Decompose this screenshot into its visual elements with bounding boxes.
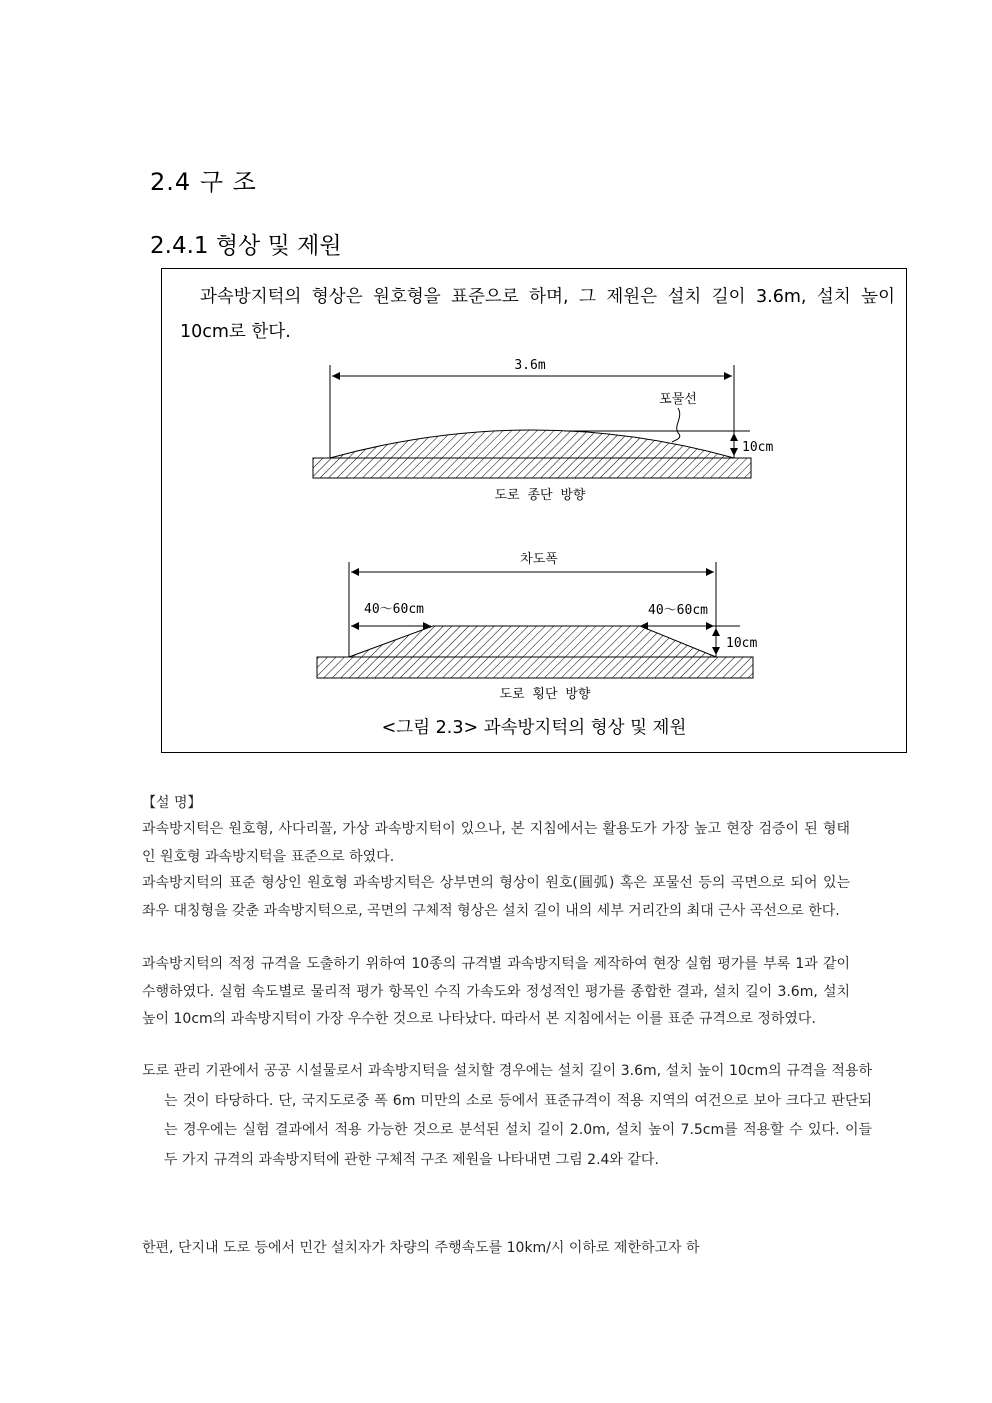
road-surface-longitudinal [313, 458, 751, 478]
paragraph-text: 과속방지턱은 원호형, 사다리꼴, 가상 과속방지턱이 있으나, 본 지침에서는 활용도가 가장 높고 현장 검증이 된 형태인 원호형 과속방지턱을 표준으로 하였다. [142, 821, 850, 865]
height-label-top: 10cm [742, 440, 774, 455]
road-surface-transverse [317, 657, 753, 678]
explanation-paragraph-2 [142, 870, 850, 925]
subsection-title: 형상 및 제원 [215, 233, 342, 259]
explanation-paragraph-1 [142, 816, 850, 871]
length-label: 3.6m [514, 358, 546, 373]
box-statement: 과속방지턱의 형상은 원호형을 표준으로 하며, 그 제원은 설치 길이 3.6m, 설치 높이 10cm로 한다. [180, 287, 895, 342]
right-taper-label: 40～60cm [648, 603, 708, 618]
figure-caption: <그림 2.3> 과속방지턱의 형상 및 제원 [381, 718, 687, 738]
round-hump-profile [330, 430, 734, 458]
explanation-paragraph-3 [142, 951, 850, 1034]
paragraph-text: 한편, 단지내 도로 등에서 민간 설치자가 차량의 주행속도를 10km/시 이하로 제한하고자 하 [142, 1240, 700, 1256]
paragraph-text: 과속방지턱의 적정 규격을 도출하기 위하여 10종의 규격별 과속방지턱을 제작하여 현장 실험 평가를 부록 1과 같이 수행하였다. 실험 속도별로 물리적 평가 항목인 수직 가속도와 정성적인 평가를 종합한 결과, 설치 길이 3.6m, 설치 높이 10cm의 과속방지턱이 가장 우수한 것으로 나타났다. 따라서 본 지침에서는 이를 표준 규격으로 정하였다. [142, 956, 850, 1027]
height-label-bottom: 10cm [726, 636, 758, 651]
explanation-paragraph-4 [142, 1057, 872, 1175]
explanation-paragraph-5 [142, 1234, 850, 1264]
paragraph-text: 도로 관리 기관에서 공공 시설물로서 과속방지턱을 설치할 경우에는 설치 길이 3.6m, 설치 높이 10cm의 규격을 적용하는 것이 타당하다. 단, 국지도로중 폭 6m 미만의 소로 등에서 표준규격이 적용 지역의 여건으로 보아 크다고 판단되는 경우에는 실험 결과에서 적용 가능한 것으로 분석된 설치 길이 2.0m, 설치 높이 7.5cm를 적용할 수 있다. 이들 두 가지 규격의 과속방지턱에 관한 구체적 구조 제원을 나타내면 그림 2.4와 같다. [142, 1063, 872, 1168]
left-taper-label: 40～60cm [364, 602, 424, 617]
parabola-leader-line [672, 408, 680, 442]
longitudinal-direction-label: 도로 종단 방향 [494, 488, 586, 503]
paragraph-text: 과속방지턱의 표준 형상인 원호형 과속방지턱은 상부면의 형상이 원호(圓弧) 혹은 포물선 등의 곡면으로 되어 있는 좌우 대칭형을 갖춘 과속방지턱으로, 곡면의 구체적 형상은 설치 길이 내의 세부 거리간의 최대 근사 곡선으로 한다. [142, 875, 850, 919]
subsection-number: 2.4.1 [150, 233, 209, 259]
transverse-direction-label: 도로 횡단 방향 [499, 687, 591, 702]
section-title: 구 조 [199, 168, 257, 196]
parabola-label: 포물선 [659, 392, 697, 407]
explanation-header: 【설 명】 [142, 795, 202, 811]
longitudinal-figure [313, 358, 773, 503]
trapezoid-hump-profile [349, 626, 716, 657]
transverse-figure [317, 551, 757, 702]
section-number: 2.4 [150, 168, 192, 196]
lane-width-label: 차도폭 [520, 552, 558, 567]
